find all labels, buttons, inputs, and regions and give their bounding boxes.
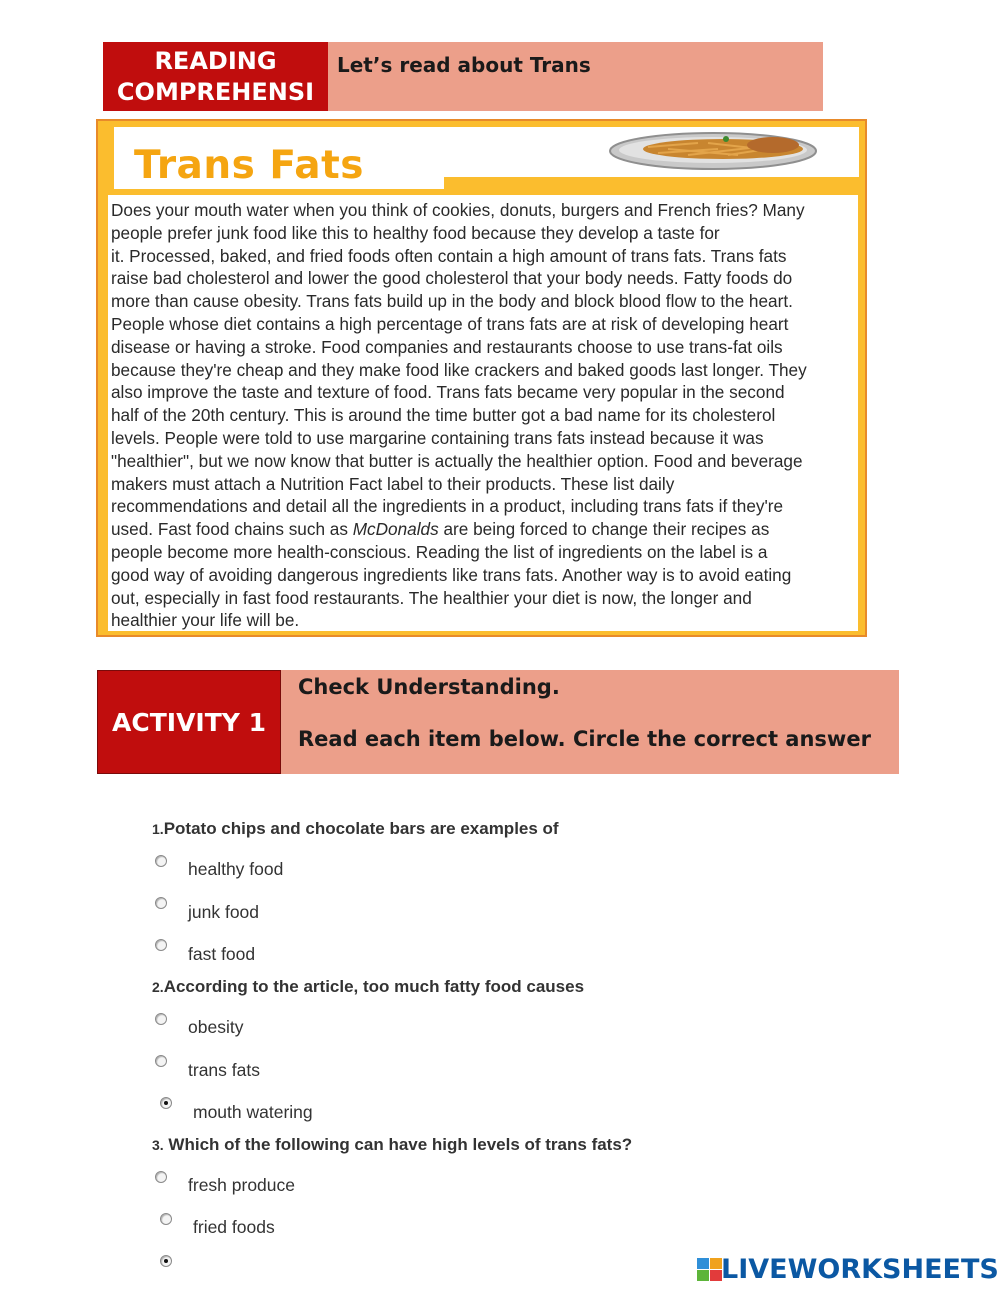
question-number: 2. [152, 979, 164, 995]
article-line [111, 518, 861, 541]
article-line: out, especially in fast food restaurants. The healthier your diet is now, the longer and [111, 587, 752, 608]
french-fries-plate-icon [608, 129, 818, 171]
option-label: fresh produce [188, 1175, 296, 1195]
brand-name: McDonalds [352, 519, 439, 540]
article-line-end: are being forced to change their recipes as [438, 519, 770, 540]
option-label: junk food [188, 902, 260, 922]
radio-q3-opt3[interactable] [160, 1255, 172, 1267]
option-label: trans fats [188, 1060, 260, 1080]
option-label: mouth watering [193, 1102, 313, 1122]
question-number: 1. [152, 821, 164, 837]
article-line: it. Processed, baked, and fried foods often contain a high amount of trans fats. Trans fats [111, 245, 787, 266]
question-text: According to the article, too much fatty food causes [163, 977, 585, 996]
article-line: makers must attach a Nutrition Fact label to their products. These list daily [111, 473, 675, 494]
article-line: disease or having a stroke. Food companies and restaurants choose to use trans-fat oils [111, 336, 783, 357]
article-body [111, 199, 861, 632]
article-line: good way of avoiding dangerous ingredients like trans fats. Another way is to avoid eating [111, 564, 792, 585]
article-line: because they're cheap and they make food like crackers and baked goods last longer. They [111, 359, 807, 380]
section-label-line1: READING [154, 47, 277, 75]
article-line-start: used. Fast food chains such as [111, 519, 353, 540]
article-line: people become more health-conscious. Reading the list of ingredients on the label is a [111, 541, 768, 562]
article-line: levels. People were told to use margarine containing trans fats instead because it was [111, 427, 764, 448]
question-2 [152, 977, 584, 997]
article-line: raise bad cholesterol and lower the good cholesterol that your body needs. Fatty foods do [111, 268, 793, 289]
logo-text: LIVEWORKSHEETS [721, 1254, 999, 1285]
article-line: healthier your life will be. [111, 610, 300, 631]
option-label: fried foods [193, 1217, 275, 1237]
article-line: People whose diet contains a high percentage of trans fats are at risk of developing heart [111, 313, 789, 334]
article-line: people prefer junk food like this to healthy food because they develop a taste for [111, 222, 720, 243]
question-1 [152, 819, 559, 839]
radio-q2-opt3[interactable] [160, 1097, 172, 1109]
radio-q1-opt2[interactable] [155, 897, 167, 909]
radio-q3-opt2[interactable] [160, 1213, 172, 1225]
section-label [103, 42, 328, 111]
article-line: half of the 20th century. This is around the time butter got a bad name for its cholesterol [111, 405, 776, 426]
radio-q2-opt2[interactable] [155, 1055, 167, 1067]
radio-q3-opt1[interactable] [155, 1171, 167, 1183]
article-line: recommendations and detail all the ingredients in a product, including trans fats if they're [111, 496, 784, 517]
article-line: more than cause obesity. Trans fats build up in the body and block blood flow to the heart. [111, 291, 793, 312]
banner-subtitle: Let’s read about Trans [337, 53, 591, 77]
option-label: obesity [188, 1017, 244, 1037]
article-line: "healthier", but we now know that butter is actually the healthier option. Food and beverage [111, 450, 803, 471]
activity-instruction-title: Check Understanding. [298, 675, 560, 699]
article-line: also improve the taste and texture of food. Trans fats became very popular in the second [111, 382, 785, 403]
article-box [96, 119, 867, 637]
radio-q1-opt1[interactable] [155, 855, 167, 867]
activity-banner [97, 670, 899, 774]
section-label-line2: COMPREHENSI [116, 78, 315, 106]
radio-q2-opt1[interactable] [155, 1013, 167, 1025]
radio-q1-opt3[interactable] [155, 939, 167, 951]
article-line: Does your mouth water when you think of cookies, donuts, burgers and French fries? Many [111, 200, 805, 220]
liveworksheets-mark-icon [697, 1258, 723, 1282]
article-title: Trans Fats [134, 143, 364, 188]
question-3 [152, 1135, 632, 1155]
reading-comprehension-banner [103, 42, 823, 111]
question-number: 3. [152, 1137, 164, 1153]
activity-label: ACTIVITY 1 [97, 670, 281, 774]
question-text: Which of the following can have high levels of trans fats? [163, 1135, 633, 1154]
option-label: healthy food [188, 859, 284, 879]
activity-instruction: Read each item below. Circle the correct answer [298, 727, 871, 751]
question-text: Potato chips and chocolate bars are examples of [163, 819, 559, 838]
option-label: fast food [188, 944, 256, 964]
